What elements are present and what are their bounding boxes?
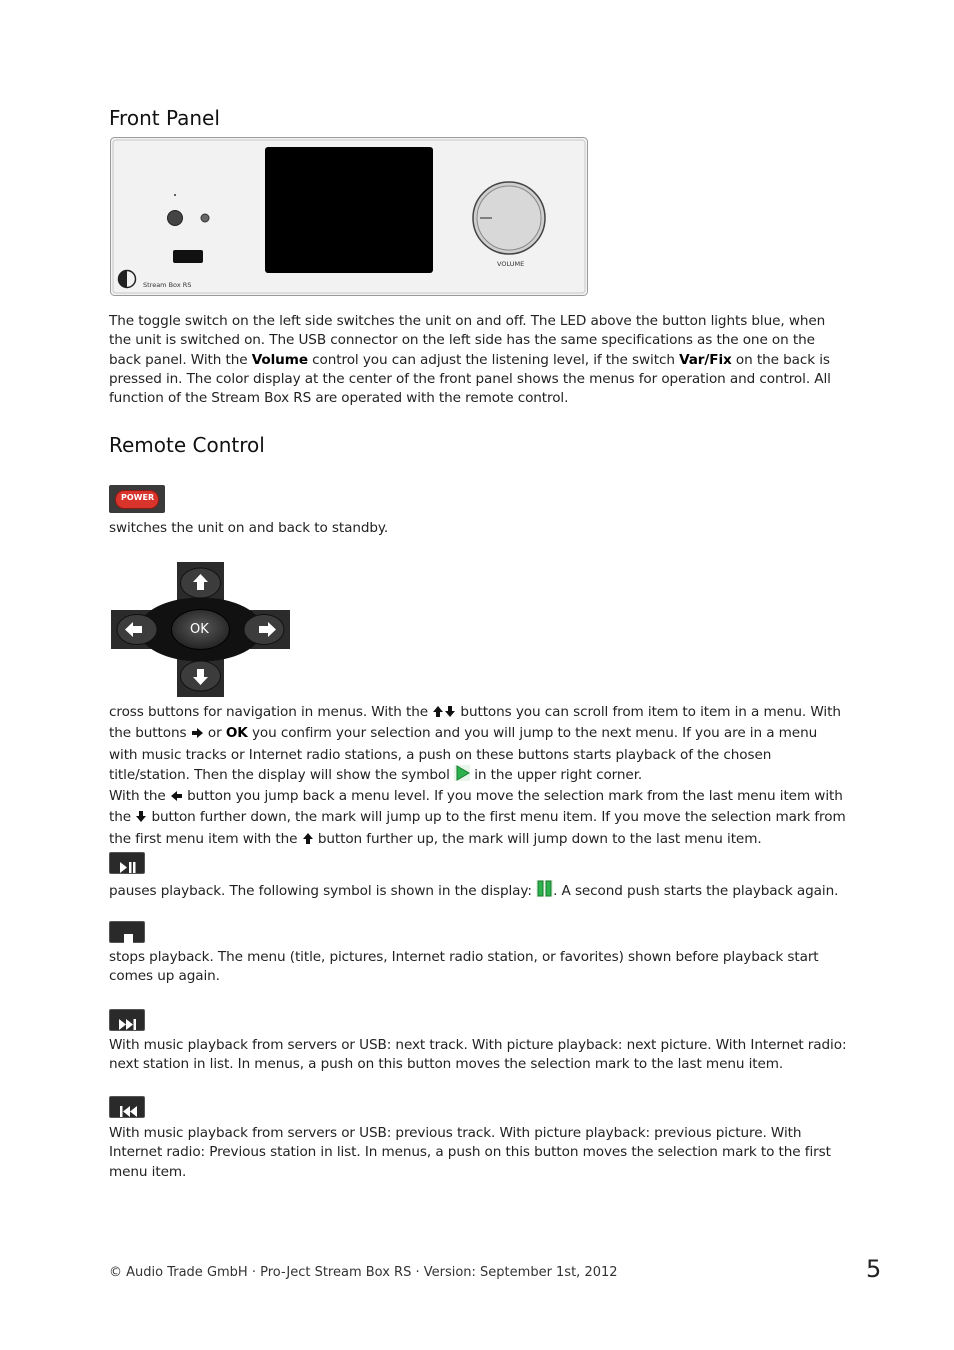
play-pause-button-image: [109, 852, 145, 874]
text-run: button further up, the mark will jump down to the last menu item.: [313, 830, 762, 847]
prev-paragraph: With music playback from servers or USB: previous track. With picture playback: previous picture. With Internet radio: Previous station in list. In menus, a push on this button moves the selection mark to the first menu item.: [109, 1125, 831, 1180]
power-button-label: POWER: [121, 493, 155, 502]
text-run: in the upper right corner.: [470, 766, 643, 783]
cross-buttons-image: [111, 562, 290, 697]
text-run: pauses playback. The following symbol is shown in the display:: [109, 883, 537, 899]
text-run: With the: [109, 788, 170, 805]
text-run: you confirm your selection and you will jump to the next menu. If you are in a menu with music tracks or Internet radio stations, a push on these buttons starts playback of the chosen title/station. Then the display will show the symbol: [109, 725, 818, 783]
ok-button-label: OK: [190, 622, 209, 637]
text-run: cross buttons for navigation in menus. With the: [109, 704, 433, 720]
arrow-left-icon: [170, 789, 183, 808]
logo-icon: [117, 269, 137, 289]
pause-icon: [536, 880, 553, 903]
page-number: 5: [866, 1255, 882, 1283]
text-run: The toggle switch on the left side switches the unit on and off. The LED above the button lights blue, when the unit is switched on. The USB connector on the left side has the same specifications as the one on the back panel. With the: [109, 313, 826, 368]
text-run: buttons you can scroll from item to item in a menu. With the buttons: [109, 704, 841, 742]
text-run: or: [203, 725, 226, 742]
power-button-image: [109, 485, 165, 513]
stop-paragraph: stops playback. The menu (title, pictures, Internet radio station, or favorites) shown before playback start comes up again.: [109, 949, 819, 985]
footer-text: © Audio Trade GmbH · Pro-Ject Stream Box RS · Version: September 1st, 2012: [109, 1265, 618, 1280]
text-run: control you can adjust the listening level, if the switch: [307, 351, 680, 368]
arrow-down-icon: [444, 705, 456, 724]
play-pause-icon: [119, 858, 137, 877]
next-paragraph: With music playback from servers or USB: next track. With picture playback: next picture. With Internet radio: next station in list. In menus, a push on this button moves the selection mark to the last menu item.: [109, 1037, 847, 1073]
volume-knob-label: VOLUME: [497, 260, 525, 268]
prev-track-icon: [119, 1102, 137, 1121]
text-run: on the back is pressed in. The color display at the center of the front panel shows the menus for operation and control. All function of the Stream Box RS are operated with the remote control.: [109, 351, 831, 407]
next-track-icon: [119, 1015, 137, 1034]
stop-button-image: [109, 921, 145, 943]
device-brand-label: Stream Box RS: [143, 281, 192, 289]
text-run: button further down, the mark will jump up to the first menu item. If you move the selection mark from the first menu item with the: [109, 809, 846, 847]
cross-paragraph: [109, 703, 847, 851]
text-run: . A second push starts the playback again.: [553, 883, 839, 899]
stop-icon: [124, 928, 133, 947]
ok-term: OK: [225, 725, 248, 742]
varfix-term: Var/Fix: [679, 351, 732, 368]
remote-control-heading: Remote Control: [109, 433, 265, 457]
front-panel-paragraph: [109, 312, 847, 408]
arrow-down-icon: [135, 810, 147, 829]
pause-paragraph: [109, 880, 847, 903]
play-icon: [454, 765, 470, 787]
next-button-image: [109, 1009, 145, 1031]
volume-term: Volume: [251, 351, 308, 368]
prev-button-image: [109, 1096, 145, 1118]
arrow-right-icon: [191, 726, 204, 745]
arrow-up-icon: [432, 705, 444, 724]
power-paragraph: switches the unit on and back to standby.: [109, 520, 389, 536]
front-panel-heading: Front Panel: [109, 106, 220, 130]
arrow-up-icon: [302, 832, 314, 851]
front-panel-image: [110, 137, 588, 296]
text-run: button you jump back a menu level. If you move the selection mark from the last menu item with the: [109, 788, 843, 826]
